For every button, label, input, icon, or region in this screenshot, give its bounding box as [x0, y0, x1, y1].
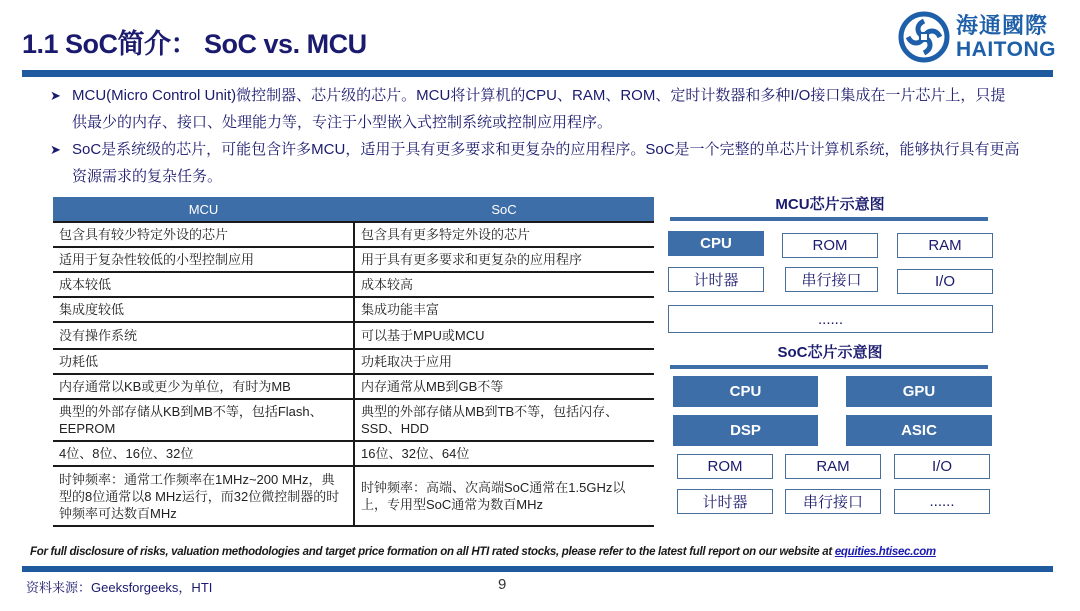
page-number: 9: [498, 576, 507, 593]
table-row: [53, 441, 654, 466]
cell-mcu: 成本较低: [53, 272, 354, 297]
soc-block-more: ......: [894, 489, 990, 514]
soc-block-dsp: DSP: [673, 415, 818, 446]
cell-mcu: 适用于复杂性较低的小型控制应用: [53, 247, 354, 272]
table-row: [53, 466, 654, 526]
bullet-soc: ➤ SoC是系统级的芯片，可能包含许多MCU，适用于具有更多要求和更复杂的应用程序。SoC是一个完整的单芯片计算机系统，能够执行具有更高资源需求的复杂任务。: [50, 136, 1020, 190]
mcu-diagram-title: MCU芯片示意图: [775, 196, 885, 213]
haitong-logo: [898, 10, 1058, 64]
source-note: 资料来源：Geeksforgeeks，HTI: [26, 580, 213, 595]
comparison-table: [53, 197, 654, 527]
cell-soc: 集成功能丰富: [354, 297, 654, 322]
soc-diagram-rule: [670, 365, 988, 369]
website-link[interactable]: equities.htisec.com: [834, 546, 936, 558]
mcu-diagram-rule: [670, 217, 988, 221]
header-divider: [22, 70, 1053, 77]
cell-soc: 成本较高: [354, 272, 654, 297]
mcu-block-io: I/O: [897, 269, 993, 294]
mcu-block-more: ......: [668, 305, 993, 333]
soc-block-rom: ROM: [677, 454, 773, 479]
logo-cn-text: 海通國際: [956, 12, 1049, 38]
cell-soc: 功耗取决于应用: [354, 349, 654, 374]
page-title: 1.1 SoC简介： SoC vs. MCU: [22, 29, 367, 59]
cell-soc: 用于具有更多要求和更复杂的应用程序: [354, 247, 654, 272]
table-row: [53, 374, 654, 399]
soc-block-asic: ASIC: [846, 415, 992, 446]
soc-block-timer: 计时器: [677, 489, 773, 514]
cell-mcu: 集成度较低: [53, 297, 354, 322]
header-soc: SoC: [354, 197, 654, 222]
soc-block-gpu: GPU: [846, 376, 992, 407]
cell-mcu: 没有操作系统: [53, 322, 354, 349]
table-row: [53, 222, 654, 247]
table-row: [53, 272, 654, 297]
mcu-block-rom: ROM: [782, 233, 878, 258]
footer-divider: [22, 566, 1053, 572]
soc-block-cpu: CPU: [673, 376, 818, 407]
cell-mcu: 功耗低: [53, 349, 354, 374]
table-row: [53, 349, 654, 374]
cell-mcu: 包含具有较少特定外设的芯片: [53, 222, 354, 247]
cell-soc: 内存通常从MB到GB不等: [354, 374, 654, 399]
cell-soc: 可以基于MPU或MCU: [354, 322, 654, 349]
disclaimer: [30, 546, 936, 558]
header-mcu: MCU: [53, 197, 354, 222]
table-row: [53, 247, 654, 272]
logo-en-text: HAITONG: [956, 37, 1056, 61]
cell-soc: 典型的外部存储从MB到TB不等，包括闪存、SSD、HDD: [354, 399, 654, 441]
intro-bullets: [50, 82, 1020, 190]
disclaimer-text: For full disclosure of risks, valuation methodologies and target price formation on all HTI rated stocks, please refer to the latest full report on our website at: [30, 546, 835, 558]
cell-soc: 包含具有更多特定外设的芯片: [354, 222, 654, 247]
cell-mcu: 4位、8位、16位、32位: [53, 441, 354, 466]
table-row: [53, 322, 654, 349]
cell-mcu: 时钟频率：通常工作频率在1MHz~200 MHz，典型的8位通常以8 MHz运行，而32位微控制器的时钟频率可达数百MHz: [53, 466, 354, 526]
bullet-mcu: ➤ MCU(Micro Control Unit)微控制器、芯片级的芯片。MCU将计算机的CPU、RAM、ROM、定时计数器和多种I/O接口集成在一片芯片上，只提供最少的内存、接口、处理能力等，专注于小型嵌入式控制系统或控制应用程序。: [50, 82, 1020, 136]
soc-block-ram: RAM: [785, 454, 881, 479]
mcu-block-timer: 计时器: [668, 267, 764, 292]
cell-soc: 时钟频率：高端、次高端SoC通常在1.5GHz以上，专用型SoC通常为数百MHz: [354, 466, 654, 526]
mcu-block-ram: RAM: [897, 233, 993, 258]
mcu-block-serial: 串行接口: [785, 267, 878, 292]
table-row: [53, 297, 654, 322]
soc-block-io: I/O: [894, 454, 990, 479]
cell-mcu: 典型的外部存储从KB到MB不等，包括Flash、EEPROM: [53, 399, 354, 441]
table-row: [53, 399, 654, 441]
cell-soc: 16位、32位、64位: [354, 441, 654, 466]
cell-mcu: 内存通常以KB或更少为单位，有时为MB: [53, 374, 354, 399]
haitong-logo-icon: [898, 11, 950, 63]
soc-block-serial: 串行接口: [785, 489, 881, 514]
mcu-block-cpu: CPU: [668, 231, 764, 256]
soc-diagram-title: SoC芯片示意图: [777, 344, 883, 361]
